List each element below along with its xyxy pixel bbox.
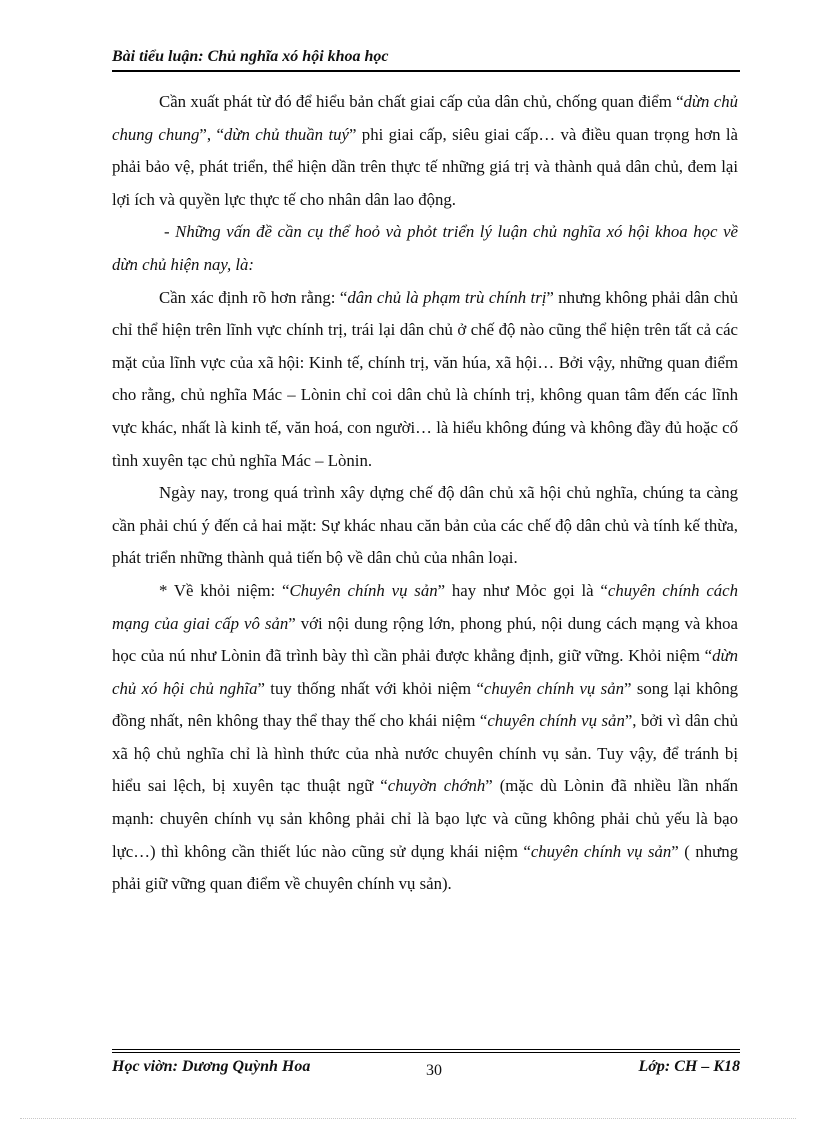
header-divider	[112, 70, 740, 72]
page-footer	[112, 1056, 740, 1080]
page-bottom-edge	[20, 1118, 796, 1119]
text-run: ”, “	[199, 124, 224, 144]
footer-divider-bottom	[112, 1052, 740, 1053]
paragraph-5	[112, 575, 738, 901]
italic-term: chuyên chính vụ sản	[483, 678, 624, 698]
text-run: ” (mặc dù Lònin đã nhiều lần nhấn mạnh: chuyên chính vụ sản không phải chỉ là bạo lực và cũng không phải chủ yếu là bạo lực…) thì không cần thiết lúc nào cũng sử dụng khái niệm “	[112, 776, 739, 861]
italic-term: dừn chủ chung chung	[112, 92, 738, 144]
text-run: ” ( nhưng phải giữ vững quan điểm về chuyên chính vụ sản).	[112, 841, 738, 894]
text-run: ” tuy thống nhất với khỏi niệm “	[257, 678, 484, 698]
italic-term: chuyên chính cách mạng của giai cấp vô sản	[112, 580, 739, 633]
text-run: Cần xuất phát từ đó để hiểu bản chất giai cấp của dân chủ, chống quan điểm “	[159, 92, 684, 111]
text-run: ” với nội dung rộng lớn, phong phú, nội dung cách mạng và khoa học của nú như Lònin đã trình bày thì cần phải được khẳng định, giữ vững. Khỏi niệm “	[112, 613, 738, 666]
document-body	[112, 86, 738, 901]
text-run: * Về khỏi niệm: “	[159, 580, 290, 600]
paragraph-1	[112, 86, 738, 216]
text-run: ”, bởi vì dân chủ xã hộ chủ nghĩa chỉ là hình thức của nhà nước chuyên chính vụ sản. Tuy vậy, để tránh bị hiểu sai lệch, bị xuyên tạc thuật ngữ “	[112, 711, 738, 796]
italic-term: dừn chủ thuần tuý	[223, 124, 349, 144]
italic-term: Chuyên chính vụ sản	[289, 580, 438, 600]
text-run: ” song lại không đồng nhất, nên không thay thể thay thế cho khái niệm “	[112, 678, 739, 731]
page-number: 30	[426, 1062, 442, 1079]
paragraph-4: Ngày nay, trong quá trình xây dựng chế độ dân chủ xã hội chủ nghĩa, chúng ta càng cần phải chú ý đến cả hai mặt: Sự khác nhau căn bản của các chế độ dân chủ và tính kế thừa, phát triển những thành quả tiến bộ về dân chủ của nhân loại.	[112, 483, 738, 568]
text-run: Cần xác định rõ hơn rằng: “	[159, 287, 348, 307]
footer-divider-top	[112, 1049, 740, 1050]
text-run: ” hay như Mỏc gọi là “	[437, 580, 608, 600]
italic-term: chuyên chính vụ sản	[530, 841, 672, 861]
italic-term: dân chủ là phạm trù chính trị	[347, 287, 547, 307]
text-run: ” phi giai cấp, siêu giai cấp… và điều quan trọng hơn là phải bảo vệ, phát triển, thể hiện dần trên thực tế những giá trị và thành quả dân chủ, đem lại lợi ích và quyền lực thực tế cho nhân dân lao động.	[112, 124, 738, 209]
paragraph-2-subheading: - Những vấn đề cần cụ thể hoỏ và phỏt triển lý luận chủ nghĩa xó hội khoa học về dừn chủ hiện nay, là:	[112, 222, 738, 274]
italic-term: chuyờn chớnh	[387, 776, 486, 796]
italic-term: chuyên chính vụ sản	[487, 711, 625, 731]
text-run: ” nhưng không phải dân chủ chỉ thể hiện trên lĩnh vực chính trị, trái lại dân chủ ở chế độ nào cũng thể hiện trên tất cả các mặt của lĩnh vực của xã hội: Kinh tế, chính trị, văn húa, xã hội… Bởi vậy, những quan điểm cho rằng, chủ nghĩa Mác – Lònin chỉ coi dân chủ là chính trị, không quan tâm đến các lĩnh vực khác, nhất là kinh tế, văn hoá, con người… là hiểu không đúng và không đầy đủ hoặc cố tình xuyên tạc chủ nghĩa Mác – Lònin.	[112, 287, 738, 470]
class-label: Lớp: CH – K18	[638, 1058, 740, 1075]
paragraph-3	[112, 282, 738, 478]
page-header-title: Bài tiểu luận: Chủ nghĩa xó hội khoa học	[112, 48, 389, 65]
italic-term: dừn chủ xó hội chủ nghĩa	[112, 646, 738, 698]
student-name: Học viờn: Dương Quỳnh Hoa	[112, 1058, 311, 1075]
